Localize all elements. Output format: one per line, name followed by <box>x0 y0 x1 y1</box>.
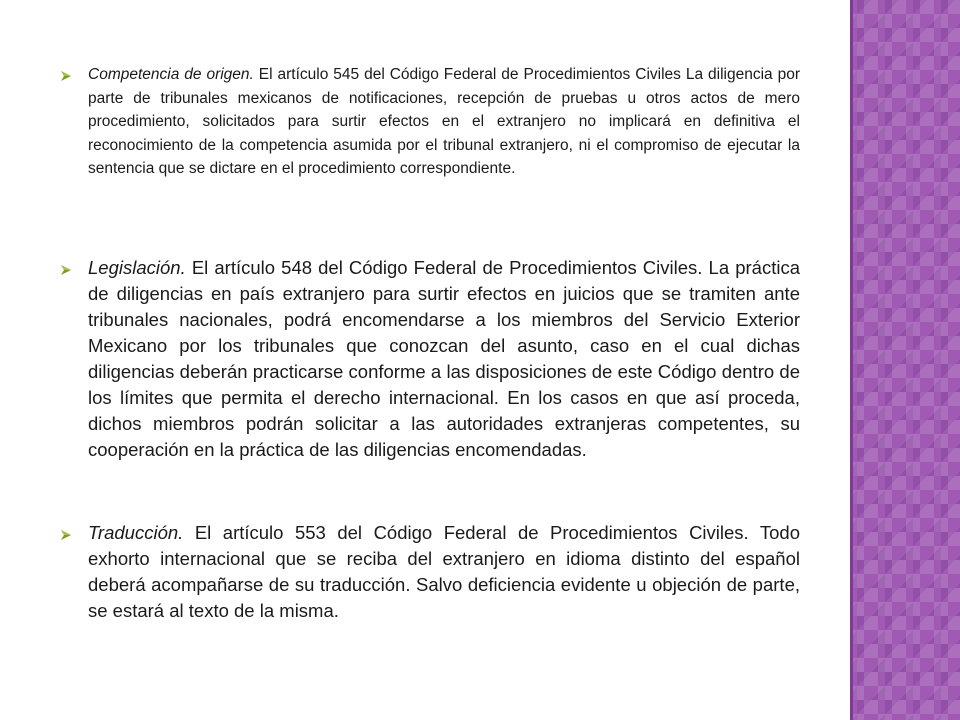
bullet-item-competencia <box>60 63 800 181</box>
bullet-item-legislacion <box>60 255 800 463</box>
decorative-side-panel <box>850 0 960 720</box>
bullet-text <box>88 255 800 463</box>
bullet-body: El artículo 553 del Código Federal de Procedimientos Civiles. Todo exhorto internacional que se reciba del extranjero en idioma distinto del español deberá acompañarse de su traducción. Salvo deficiencia evidente u objeción de parte, se estará al texto de la misma. <box>88 522 800 621</box>
bullet-term: Competencia de origen. <box>88 66 254 83</box>
bullet-item-traduccion <box>60 520 800 624</box>
bullet-body: El artículo 545 del Código Federal de Procedimientos Civiles La diligencia por parte de tribunales mexicanos de notificaciones, recepción de pruebas u otros actos de mero procedimiento, solicitados para surtir efectos en el extranjero no implicará en definitiva el reconocimiento de la competencia asumida por el tribunal extranjero, ni el compromiso de ejecutar la sentencia que se dictare en el procedimiento correspondiente. <box>88 66 800 177</box>
arrowhead-bullet-icon <box>60 70 72 82</box>
bullet-body: El artículo 548 del Código Federal de Procedimientos Civiles. La práctica de diligencias en país extranjero para surtir efectos en juicios que se tramiten ante tribunales nacionales, podrá encomendarse a los miembros del Servicio Exterior Mexicano por los tribunales que conozcan del asunto, caso en el cual dichas diligencias deberán practicarse conforme a las disposiciones de este Código dentro de los límites que permita el derecho internacional. En los casos en que así proceda, dichos miembros podrán solicitar a las autoridades extranjeras competentes, su cooperación en la práctica de las diligencias encomendadas. <box>88 257 800 460</box>
bullet-text <box>88 520 800 624</box>
arrowhead-bullet-icon <box>60 529 72 541</box>
bullet-term: Legislación. <box>88 257 186 278</box>
bullet-text <box>88 63 800 181</box>
bullet-term: Traducción. <box>88 522 184 543</box>
arrowhead-bullet-icon <box>60 264 72 276</box>
